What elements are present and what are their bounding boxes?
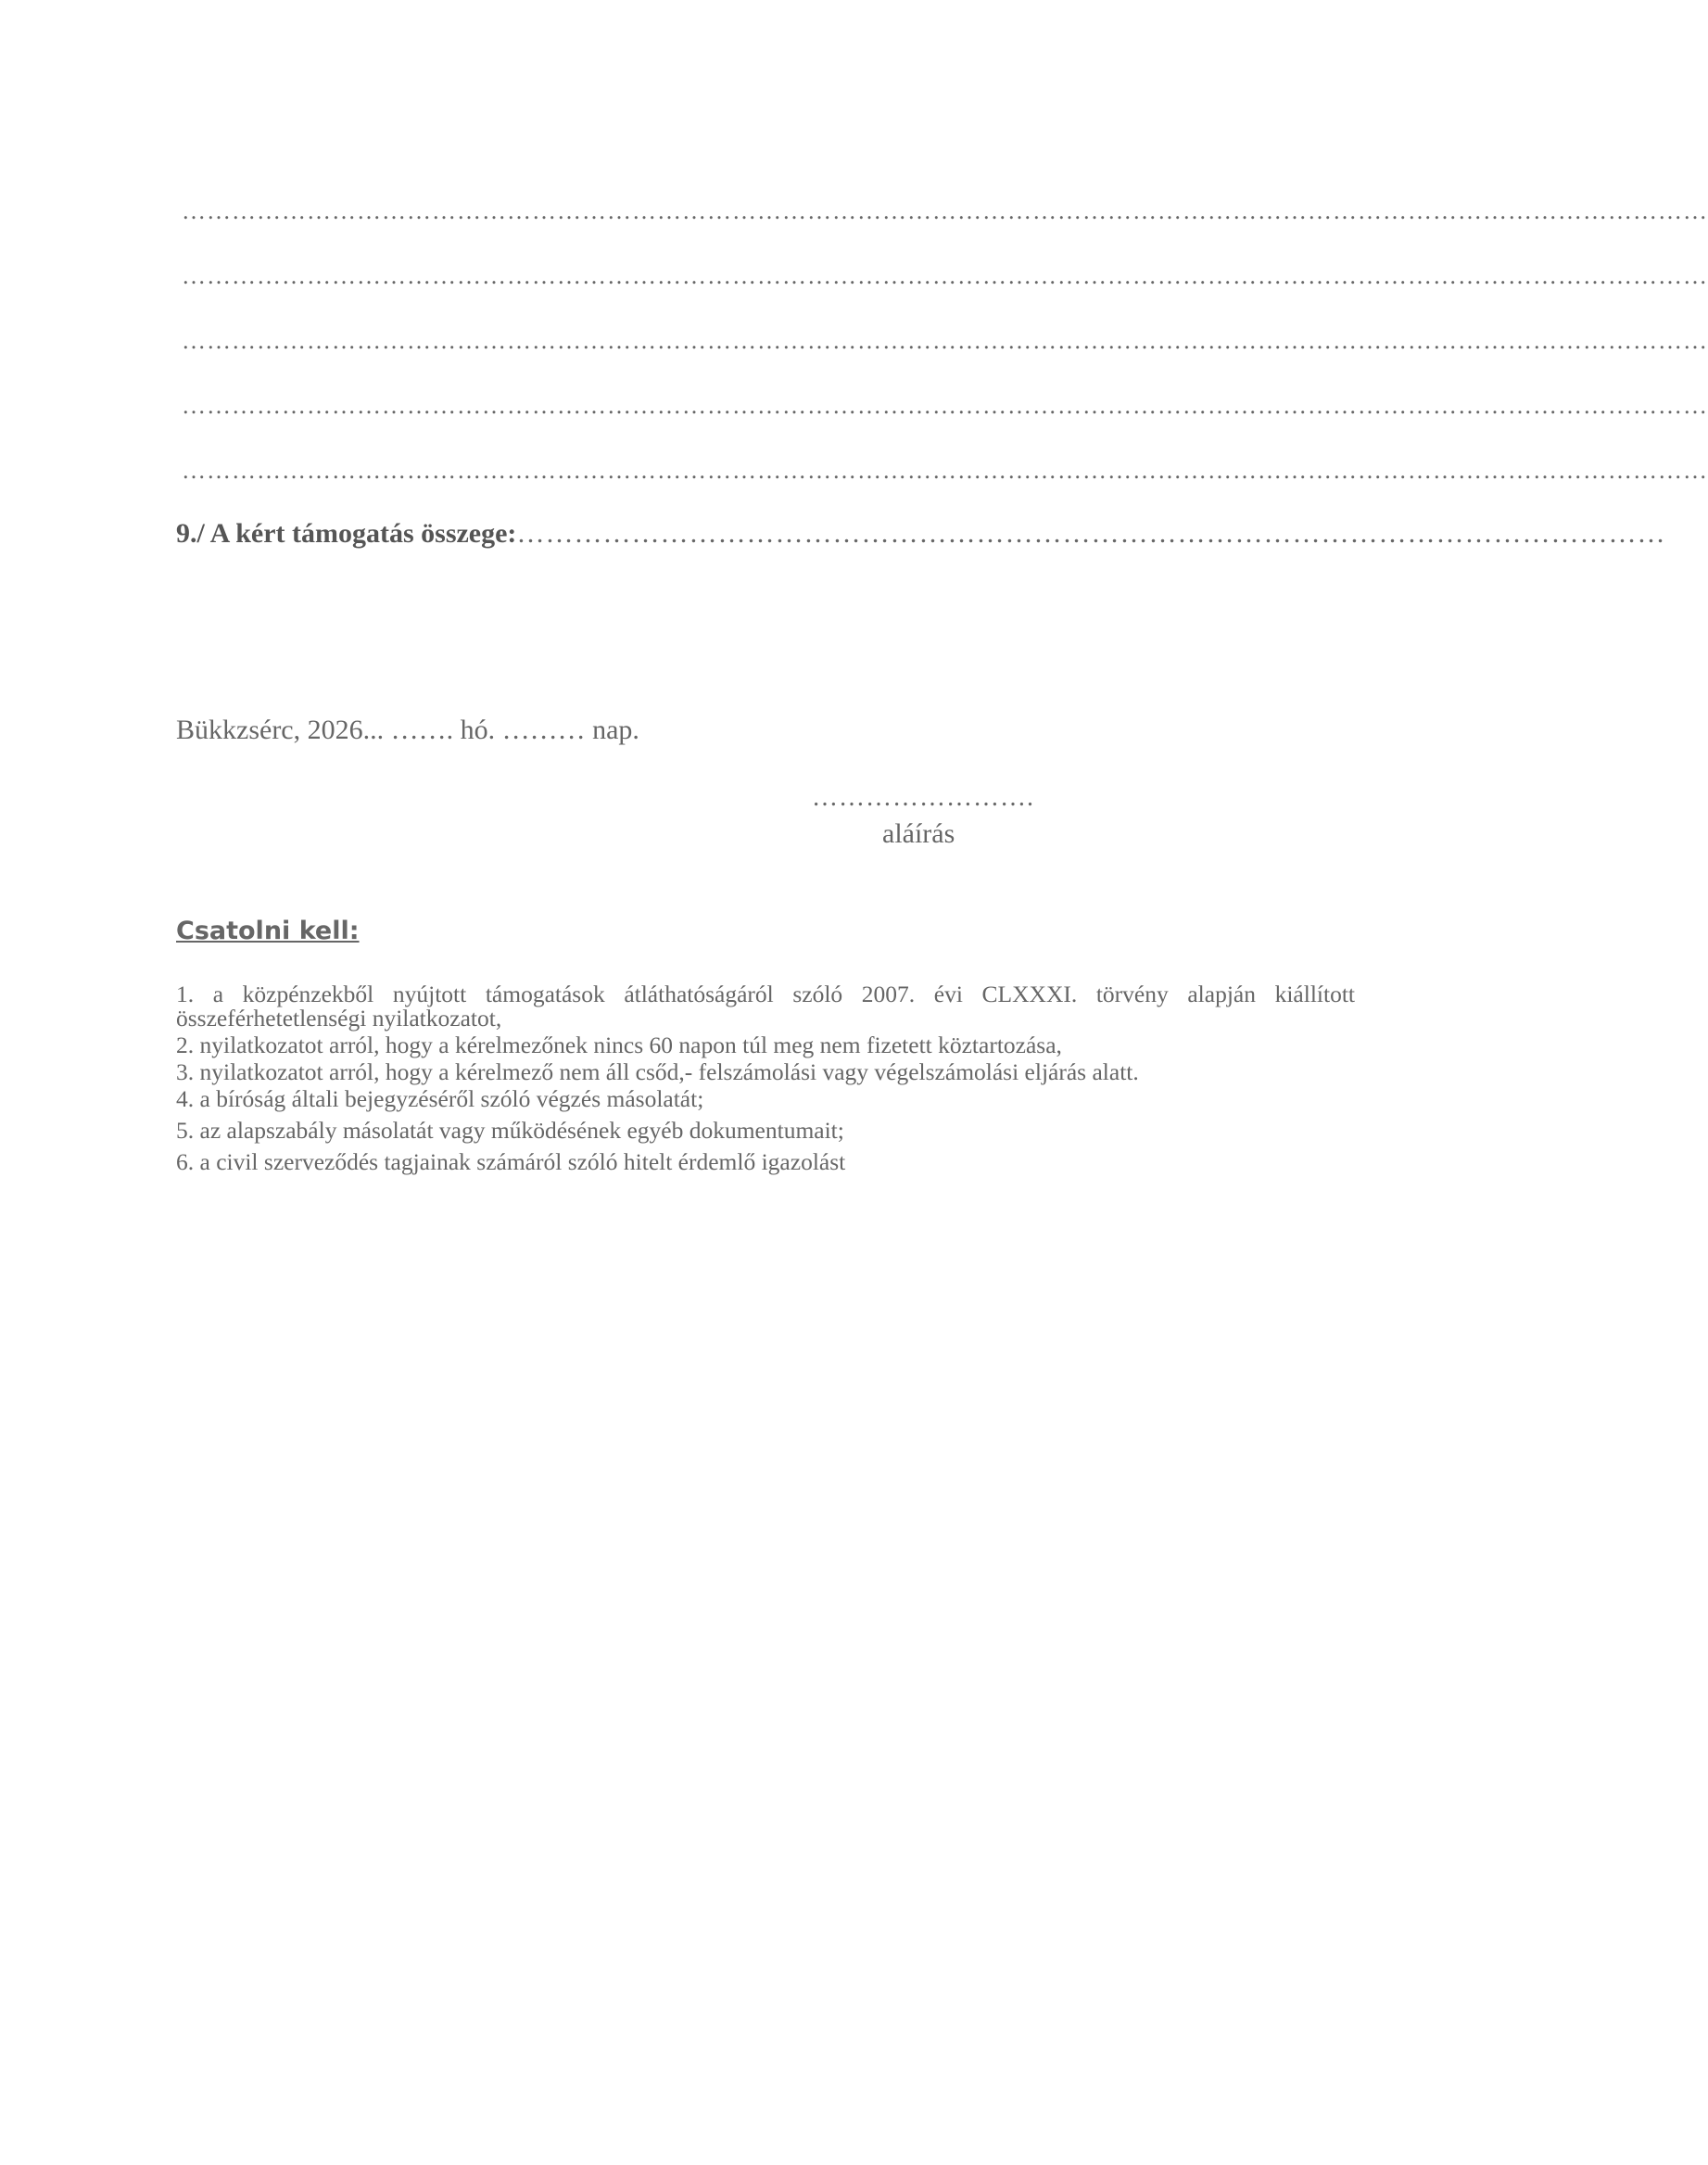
attachment-item: 3. nyilatkozatot arról, hogy a kérelmező nem áll csőd,- felszámolási vagy végelszámolási eljárás alatt. [176,1058,1139,1085]
fill-in-dotted-line: ………………………………………………………………………………………………………………………………………………………………… [182,392,1708,419]
requested-support-amount-field [176,517,1665,551]
attachments-list [176,982,1355,1174]
requested-support-amount-dots: ………………………………………………………………………………………………………… [516,518,1666,549]
fill-in-dotted-line: ………………………………………………………………………………………………………………………………………………………………… [182,262,1708,289]
attachment-item: 6. a civil szerveződés tagjainak számáról szóló hitelt érdemlő igazolást [176,1148,846,1175]
requested-support-amount-label: 9./ A kért támogatás összege: [176,518,517,549]
attachment-item: 2. nyilatkozatot arról, hogy a kérelmezőnek nincs 60 napon túl meg nem fizetett köztartozása, [176,1032,1062,1058]
attachment-item: 5. az alapszabály másolatát vagy működésének egyéb dokumentumait; [176,1117,844,1144]
place-date-line: Bükkzsérc, 2026... ……. hó. ……… nap. [176,715,639,745]
attachments-heading: Csatolni kell: [176,917,360,945]
fill-in-dotted-line: ………………………………………………………………………………………………………………………………………………………………… [182,457,1708,484]
signature-label: aláírás [882,818,955,849]
signature-dotted-line: ……………………. [812,783,1034,812]
fill-in-dotted-line: ………………………………………………………………………………………………………………………………………………………………… [182,197,1708,224]
attachment-item: 1. a közpénzekből nyújtott támogatások átláthatóságáról szóló 2007. évi CLXXXI. törvény alapján kiállított összeférhetetlenségi nyilatkozatot, [176,981,1355,1032]
attachment-item: 4. a bíróság általi bejegyzéséről szóló végzés másolatát; [176,1085,704,1112]
fill-in-dotted-line: ………………………………………………………………………………………………………………………………………………………………… [182,327,1708,354]
